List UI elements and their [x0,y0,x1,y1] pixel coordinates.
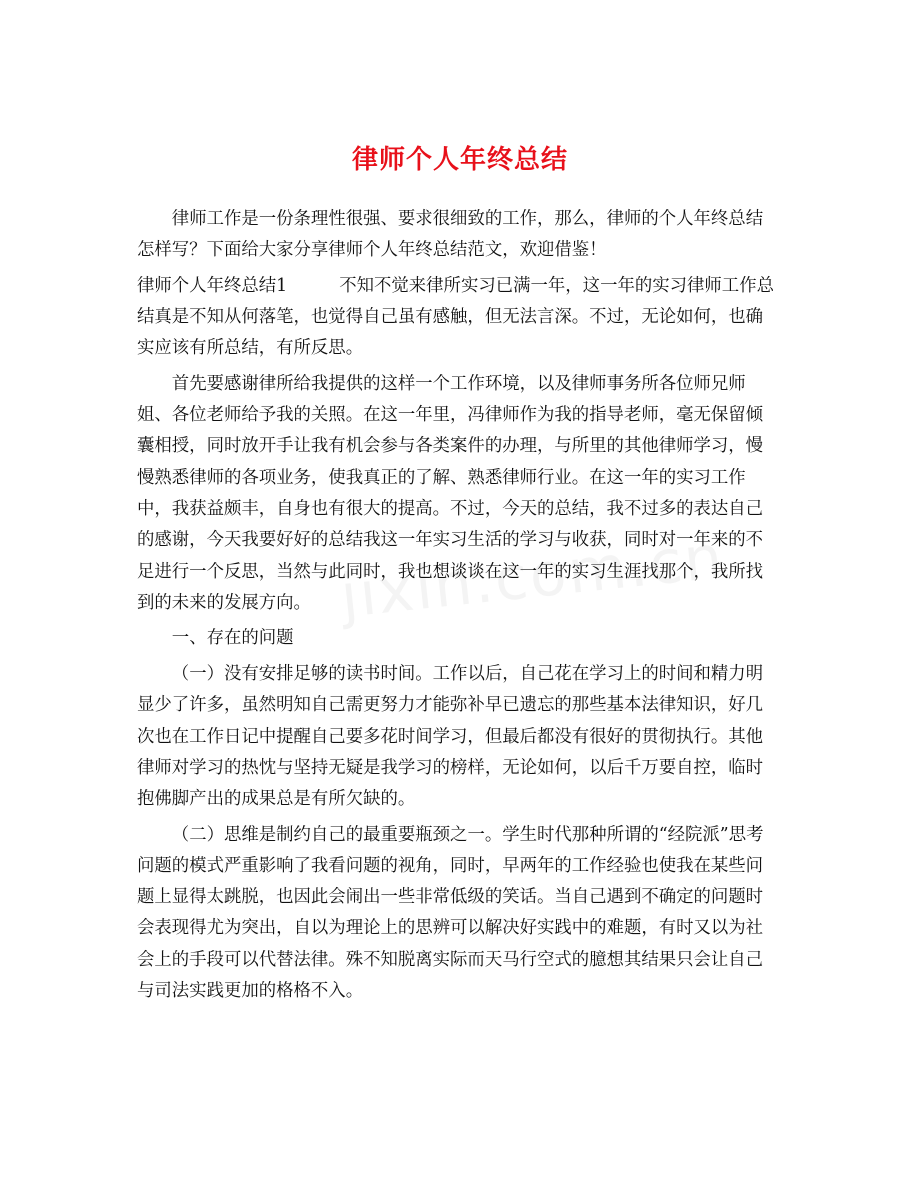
problem-2-paragraph: （二）思维是制约自己的最重要瓶颈之一。学生时代那种所谓的“经院派”思考问题的模式严重影响了我看问题的视角，同时，早两年的工作经验也使我在某些问题上显得太跳脱，也因此会闹出一些非常低级的笑话。当自己遇到不确定的问题时会表现得尤为突出，自以为理论上的思辨可以解决好实践中的难题，有时又以为社会上的手段可以代替法律。殊不知脱离实际而天马行空式的臆想其结果只会让自己与司法实践更加的格格不入。 [137,824,764,1002]
problem-1-paragraph: （一）没有安排足够的读书时间。工作以后，自己花在学习上的时间和精力明显少了许多，虽然明知自己需更努力才能弥补早已遗忘的那些基本法律知识，好几次也在工作日记中提醒自己要多花时间学习，但最后都没有很好的贯彻执行。其他律师对学习的热忱与坚持无疑是我学习的榜样，无论如何，以后千万要自控，临时抱佛脚产出的成果总是有所欠缺的。 [137,663,764,810]
document-title: 律师个人年终总结 [351,145,568,176]
problems-heading: 一、存在的问题 [171,628,294,649]
section-opening: 不知不觉来律所实习已满一年，这一年的实习律师工作总结真是不知从何落笔，也觉得自己虽有感触，但无法言深。不过，无论如何，也确实应该有所总结，有所反思。 [137,275,774,359]
section-label: 律师个人年终总结1 [137,275,288,296]
document-body [137,204,777,1012]
intro-paragraph: 律师工作是一份条理性很强、要求很细致的工作，那么，律师的个人年终总结怎样写？下面给大家分享律师个人年终总结范文，欢迎借鉴！ [137,209,764,261]
section-1-paragraph [137,271,777,365]
thanks-paragraph: 首先要感谢律所给我提供的这样一个工作环境，以及律师事务所各位师兄师姐、各位老师给予我的关照。在这一年里，冯律师作为我的指导老师，毫无保留倾囊相授，同时放开手让我有机会参与各类案件的办理，与所里的其他律师学习，慢慢熟悉律师的各项业务，使我真正的了解、熟悉律师行业。在这一年的实习工作中，我获益颇丰，自身也有很大的提高。不过，今天的总结，我不过多的表达自己的感谢，今天我要好好的总结我这一年实习生活的学习与收获，同时对一年来的不足进行一个反思，当然与此同时，我也想谈谈在这一年的实习生涯找那个，我所找到的未来的发展方向。 [137,373,764,613]
